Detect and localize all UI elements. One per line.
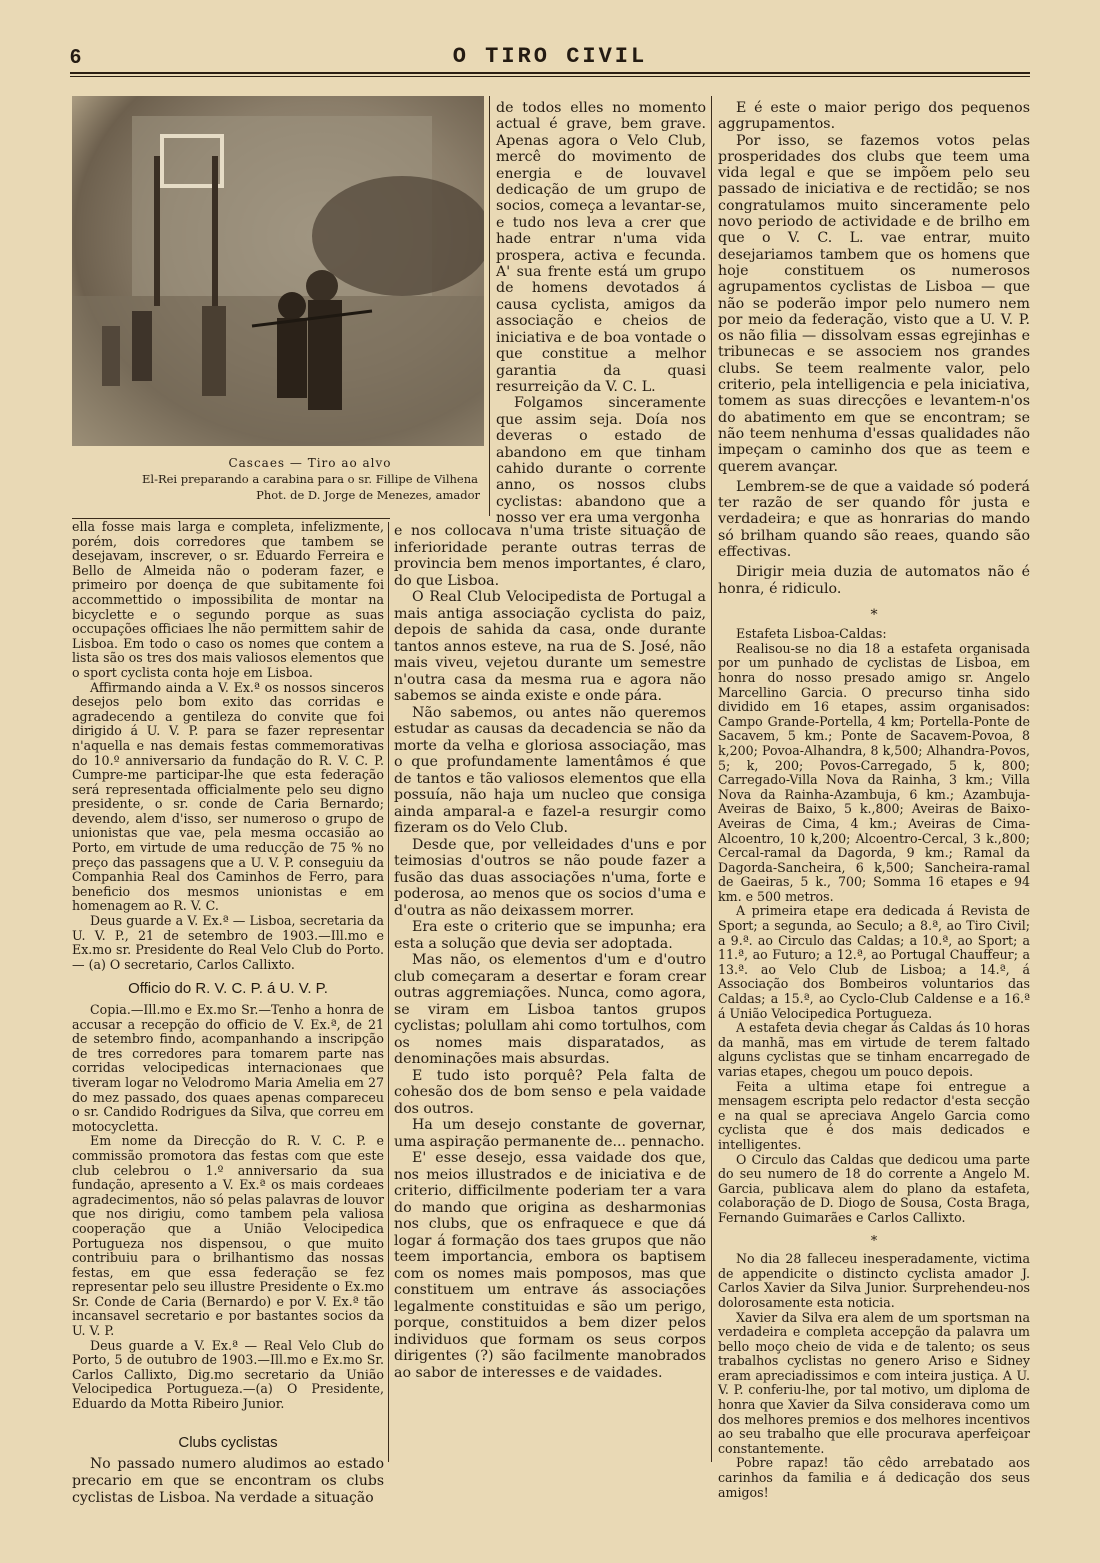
paragraph: Não sabemos, ou antes não queremos estudar as causas da decadencia se não da morte da velha e gloriosa associação, mas o que profundamente lamentâmos é que de tantos e tão valiosos elementos que ella possuía, não haja um nucleo que consiga ainda amparal-a e fazel-a resurgir como fizeram os do Velo Club. <box>394 704 706 836</box>
page-number: 6 <box>70 46 82 68</box>
column-divider <box>388 522 389 1462</box>
caption-title: Cascaes — Tiro ao alvo <box>228 456 392 470</box>
paragraph: Affirmando ainda a V. Ex.ª os nossos sinceros desejos pelo bom exito das corridas e agradecendo a gentileza do convite que foi dirigido á U. V. P. para se fazer representar n'aquella e nas demais festas commemorativas do 10.º anniversario da fundação do R. V. C. P. Cumpre-me participar-lhe que esta federação será representada officialmente pelo seu digno presidente, o sr. conde de Caria Bernardo; devendo, alem d'isso, ser numeroso o grupo de unionistas que vae, pela mesma occasião ao Porto, em virtude de uma reducção de 75 % no preço das passagens que a U. V. P. conseguiu da Companhia Real dos Caminhos de Ferro, para beneficio dos mesmos unionistas e em homenagem ao R. V. C. <box>72 679 384 914</box>
paragraph: Ha um desejo constante de governar, uma aspiração permanente de... pennacho. <box>394 1117 706 1150</box>
paragraph: Folgamos sinceramente que assim seja. Doía nos deveras o estado de abandono em que tinham cahido durante o corrente anno, os nossos clubs cyclistas: abandono que a nosso ver era uma vergonha <box>496 395 706 527</box>
caption-credit: Phot. de D. Jorge de Menezes, amador <box>256 488 480 502</box>
paragraph: No dia 28 falleceu inesperadamente, victima de appendicite o distincto cyclista amador J. Carlos Xavier da Silva Junior. Surprehendeu-nos dolorosamente esta noticia. <box>718 1251 1030 1310</box>
paragraph: Por isso, se fazemos votos pelas prosperidades dos clubs que teem uma vida legal e que se impõem pelo seu passado de iniciativa e de rectidão; se nos congratulamos muito sinceramente pelo novo periodo de actividade e de brilho em que o V. C. L. vae entrar, muito desejariamos tambem que os homens que hoje constituem os numerosos agrupamentos cyclistas de Lisboa — que não se poderão impor pelo numero nem por meio da federação, visto que a U. V. P. os não filia — dissolvam essas egrejinhas e tribunecas e se associem nos grandes clubs. Se teem realmente valor, pelo criterio, pela intelligencia e pela iniciativa, tomem as suas direcções e levantem-n'os do abatimento em que se encontram; se não teem nenhuma d'essas qualidades não impeçam o caminho dos que as teem e querem avançar. <box>718 132 1030 475</box>
paragraph: de todos elles no momento actual é grave, bem grave. Apenas agora o Velo Club, mercê do movimento de energia e de louvavel dedicação de um grupo de socios, começa a levantar-se, e tudo nos leva a crer que hade entrar n'uma vida prospera, activa e fecunda. A' sua frente está um grupo de homens devotados á causa cyclista, amigos da associação e cheios de iniciativa e de boa vontade o que constitue a melhor garantia da quasi resurreição da V. C. L. <box>496 100 706 395</box>
paragraph: E tudo isto porquê? Pela falta de cohesão dos de bom senso e pela vaidade dos outros. <box>394 1067 706 1117</box>
photo-bottom-rule <box>72 518 390 519</box>
paragraph: O Real Club Velocipedista de Portugal a mais antiga associação cyclista do paiz, depois de sahida da casa, onde durante tantos annos esteve, na rua de S. José, não mais viveu, vejetou durante um semestre n'outra casa da mesma rua e agora não sabemos se ainda existe e onde pára. <box>394 589 706 704</box>
paragraph: Dirigir meia duzia de automatos não é honra, é ridiculo. <box>718 564 1030 597</box>
section-separator: * <box>870 1232 878 1248</box>
paragraph: Pobre rapaz! tão cêdo arrebatado aos carinhos da familia e á dedicação dos seus amigos! <box>718 1455 1030 1500</box>
paragraph: ella fosse mais larga e completa, infelizmente, porém, dois corredores que tambem se desejavam, inscrever, o sr. Eduardo Ferreira e Bello de Almeida não o poderam fazer, e primeiro por doença de que subitamente foi accommettido o impossibilita de montar na bicyclette e o segundo porque as suas occupações officiaes lhe não permittem sahir de Lisboa. Em todo o caso os nomes que contem a lista são os tres dos mais valiosos elementos que o sport cyclista conta hoje em Lisboa. <box>72 519 384 680</box>
caption-line: El-Rei preparando a carabina para o sr. Fillipe de Vilhena <box>142 472 478 486</box>
page-header <box>70 44 1030 78</box>
paragraph: A primeira etape era dedicada á Revista de Sport; a segunda, ao Seculo; a 8.ª, ao Tiro Civil; a 9.ª. ao Circulo das Caldas; a 10.ª, ao Sport; a 11.ª, ao Futuro; a 12.ª, ao Portugal Chauffeur; a 13.ª. ao Velo Club de Lisboa; a 14.ª, á Associação dos Bombeiros voluntarios das Caldas; a 15.ª, ao Cyclo-Club Caldense e a 16.ª á União Velocipedica Portugueza. <box>718 903 1030 1021</box>
estafeta-heading: Estafeta Lisboa-Caldas: <box>736 626 887 642</box>
column-divider <box>489 96 490 516</box>
paragraph: O Circulo das Caldas que dedicou uma parte do seu numero de 18 do corrente a Angelo M. Garcia, publicava alem do plano da estafeta, colaboração de D. Diogo de Sousa, Costa Braga, Fernando Guimarães e Carlos Callixto. <box>718 1151 1030 1225</box>
photo-illustration <box>72 96 484 446</box>
column-middle-top <box>496 100 706 527</box>
paragraph: Desde que, por velleidades d'uns e por teimosias d'outros se não poude fazer a fusão das duas associações n'uma, forte e poderosa, ao menos que os socios d'uma e d'outra as não deixassem morrer. <box>394 836 706 919</box>
paragraph: Era este o criterio que se impunha; era esta a solução que devia ser adoptada. <box>394 919 706 952</box>
paragraph: Deus guarde a V. Ex.ª — Lisboa, secretaria da U. V. P., 21 de setembro de 1903.—Ill.mo e Ex.mo sr. Presidente do Real Velo Club do Porto. — (a) O secretario, Carlos Callixto. <box>72 913 384 972</box>
paragraph: Realisou-se no dia 18 a estafeta organisada por um punhado de cyclistas de Lisboa, em honra do nosso presado amigo sr. Angelo Marcellino Garcia. O precurso tinha sido dividido em 16 etapes, assim organisados: Campo Grande-Portella, 4 km; Portella-Ponte de Sacavem, 5 km.; Ponte de Sacavem-Povoa, 8 k,200; Povoa-Alhandra, 8 k,500; Alhandra-Povos, 5; k, 200; Povos-Carregado, 5 k, 800; Carregado-Villa Nova da Rainha, 3 km.; Villa Nova da Rainha-Azambuja, 6 km.; Azambuja-Aveiras de Baixo, 5 k.,800; Aveiras de Baixo-Aveiras de Cima, 4 km.; Aveiras de Cima-Alcoentro, 10 k,200; Alcoentro-Cercal, 3 k.,800; Cercal-ramal da Dagorda, 9 km.; Ramal da Dagorda-Sancheira, 6 k,500; Sancheira-ramal de Gaeiras, 5 k., 700; Somma 16 etapes e 94 km. e 500 metros. <box>718 640 1030 904</box>
column-middle <box>394 523 706 1381</box>
paragraph: e nos collocava n'uma triste situação de inferioridade perante outras terras de provincia bem menos importantes, é claro, do que Lisboa. <box>394 523 706 589</box>
section-title-clubs: Clubs cyclistas <box>178 1433 278 1451</box>
paragraph: Deus guarde a V. Ex.ª — Real Velo Club do Porto, 5 de outubro de 1903.—Ill.mo e Ex.mo Sr. Carlos Callixto, Dig.mo secretario da União Velocipedica Portugueza.—(a) O Presidente, Eduardo da Motta Ribeiro Junior. <box>72 1337 384 1412</box>
paragraph: Em nome da Direcção do R. V. C. P. e commissão promotora das festas com que este club celebrou o 1.º anniversario da sua fundação, apresento a V. Ex.ª os mais cordeaes agradecimentos, não só pelas palavras de louvor que nos dirigiu, como tambem pela valiosa cooperação que a União Velocipedica Portugueza nos dispensou, o que muito contribuiu para o brilhantismo das nossas festas, em que essa federação se fez representar pelo seu illustre Presidente o Ex.mo Sr. Conde de Caria (Bernardo) e por V. Ex.ª tão incansavel secretario e por bastantes socios da U. V. P. <box>72 1133 384 1339</box>
header-rule <box>70 72 1030 74</box>
paragraph: Copia.—Ill.mo e Ex.mo Sr.—Tenho a honra de accusar a recepção do officio de V. Ex.ª, de 21 de setembro findo, acompanhando a inscripção de tres corredores para tomarem parte nas corridas velocipedicas internacionaes que tiveram logar no Velodromo Maria Amelia em 27 do mez passado, dos quaes apenas compareceu o sr. Candido Rodrigues da Silva, que correu em motocycletta. <box>72 1002 384 1134</box>
paragraph: E é este o maior perigo dos pequenos aggrupamentos. <box>718 100 1030 133</box>
paragraph: No passado numero aludimos ao estado precario em que se encontram os clubs cyclistas de Lisboa. Na verdade a situação <box>72 1456 384 1507</box>
header-rule-thin <box>70 76 1030 77</box>
paragraph: A estafeta devia chegar ás Caldas ás 10 horas da manhã, mas em virtude de terem faltado alguns cyclistas que se tinham encarregado de varias etapes, chegou um pouco depois. <box>718 1020 1030 1080</box>
section-title-officio: Officio do R. V. C. P. á U. V. P. <box>128 980 328 998</box>
paragraph: Feita a ultima etape foi entregue a mensagem escripta pelo redactor d'esta secção e na qual se apreciava Angelo Garcia como cyclista que é dos mais dedicados e intelligentes. <box>718 1078 1030 1152</box>
column-divider <box>711 96 712 1462</box>
column-left <box>72 520 384 1507</box>
photograph <box>72 96 484 446</box>
section-separator: * <box>870 606 878 623</box>
column-right <box>718 100 1030 1500</box>
paragraph: Xavier da Silva era alem de um sportsman na verdadeira e completa accepção da palavra um bello moço cheio de vida e de talento; os seus trabalhos cyclistas no genero Ariso e Sidney eram apreciadissimos e com inteira justiça. A U. V. P. conferiu-lhe, por tal motivo, um diploma de honra que Xavier da Silva considerava como um dos melhores premios e dos melhores incentivos ao seu trabalho que elle procurava aperfeiçoar constantemente. <box>718 1309 1030 1456</box>
paragraph: E' esse desejo, essa vaidade dos que, nos meios illustrados e de iniciativa e de criterio, difficilmente poderiam ter a vara do mando que origina as desharmonias nos clubs, que os enfraquece e que dá logar á formação dos taes grupos que não teem importancia, embora os baptisem com os nomes mais pomposos, mas que constituem um entrave ás associações legalmente constituidas e são um perigo, porque, constituidos a bem dizer pelos individuos que formam os seus corpos dirigentes (?) são facilmente manobrados ao sabor de interesses e de vaidades. <box>394 1150 706 1381</box>
paragraph: Lembrem-se de que a vaidade só poderá ter razão de ser quando fôr justa e verdadeira; e que as honrarias do mando só brilham quando são reaes, quando são effectivas. <box>718 478 1030 561</box>
masthead-title: O TIRO CIVIL <box>452 44 648 69</box>
paragraph: Mas não, os elementos d'um e d'outro club começaram a desertar e foram crear outras aggremiações. Nunca, como agora, se viram em Lisboa tantos grupos cyclistas; polullam ahi como tortulhos, com os nomes mais disparatados, as denominações mais absurdas. <box>394 952 706 1067</box>
photo-caption <box>140 455 480 503</box>
